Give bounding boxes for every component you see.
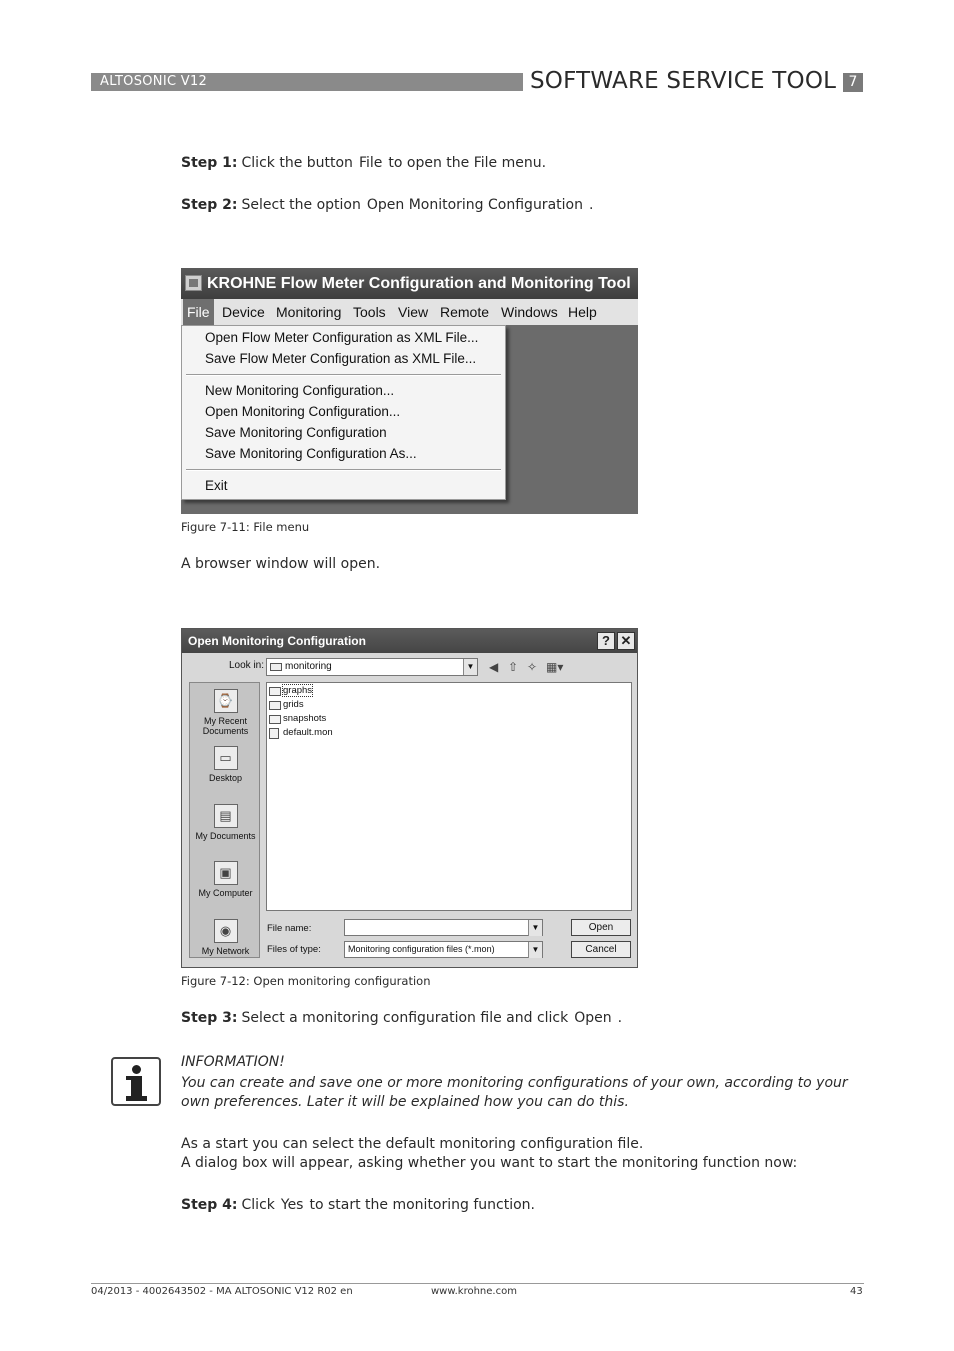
place-computer[interactable] [190,861,261,898]
file-name: default.mon [283,727,333,738]
file-dropdown [181,325,506,500]
step-text: to open the File menu. [388,155,547,171]
look-in-value: monitoring [285,661,332,672]
step-text: . [617,1010,623,1026]
file-name-label: File name: [267,923,312,934]
cancel-button[interactable]: Cancel [571,941,631,958]
step-text: Select the option [241,197,361,213]
file-name: grids [283,699,304,710]
place-network[interactable] [190,919,261,956]
info-icon-base [126,1096,147,1101]
look-in-select[interactable] [266,658,478,676]
folder-icon [269,687,281,696]
step-4 [181,1196,535,1215]
step-2 [181,196,593,215]
menu-view[interactable]: View [398,304,429,320]
body-text: A browser window will open. [181,556,381,572]
folder-icon [269,715,281,724]
menu-separator [186,374,501,376]
app-icon [185,275,202,291]
places-bar [189,682,260,958]
step-label: Step 2: [181,197,238,213]
menu-device[interactable]: Device [222,304,265,320]
app-title: KROHNE Flow Meter Configuration and Monitoring Tool [207,275,631,292]
paragraph-line: A dialog box will appear, asking whether you want to start the monitoring function now: [181,1155,798,1171]
ui-reference: File [358,155,383,171]
step-text: Click [241,1197,275,1213]
step-1 [181,154,546,173]
info-icon-dot [132,1065,141,1074]
folder-icon [269,701,281,710]
file-list [266,682,632,911]
step-text: . [588,197,594,213]
file-menu-screenshot [181,268,638,514]
menu-save-xml[interactable]: Save Flow Meter Configuration as XML File... [205,351,477,366]
network-icon: ◉ [214,919,238,943]
menu-remote[interactable]: Remote [440,304,490,320]
dialog-title: Open Monitoring Configuration [188,634,366,648]
step-label: Step 3: [181,1010,238,1026]
place-label: My Computer [198,888,253,898]
menu-bar [181,299,638,325]
step-label: Step 4: [181,1197,238,1213]
close-button[interactable]: ✕ [617,632,635,650]
place-desktop[interactable] [190,746,261,783]
list-item[interactable] [269,699,304,711]
menu-file[interactable]: File [183,299,214,325]
footer-divider [91,1283,864,1284]
menu-save-monitoring-as[interactable]: Save Monitoring Configuration As... [205,446,417,461]
view-menu-icon[interactable]: ▦▾ [546,660,564,674]
computer-icon: ▣ [214,861,238,885]
menu-tools[interactable]: Tools [353,304,386,320]
footer-doc-id: 04/2013 - 4002643502 - MA ALTOSONIC V12 R02 en [91,1286,353,1297]
file-type-select[interactable] [344,941,543,958]
place-label: My Documents [195,831,256,841]
info-icon-stem [131,1076,142,1098]
dialog-title-bar [182,629,637,653]
step-text: Click the button [241,155,353,171]
info-icon [111,1057,161,1106]
place-label: My Network [201,946,250,956]
look-in-label: Look in: [229,660,265,671]
menu-save-monitoring[interactable]: Save Monitoring Configuration [205,425,387,440]
file-name: snapshots [283,713,327,724]
list-item[interactable] [269,685,312,697]
info-body: You can create and save one or more monitoring configurations of your own, according to your own preferences. Later it will be explained how you can do this. [181,1075,848,1110]
figure-caption: Figure 7-11: File menu [181,520,310,534]
documents-icon: ▤ [214,804,238,828]
app-title-bar [181,268,638,299]
new-folder-icon[interactable]: ✧ [527,660,538,674]
chevron-down-icon[interactable]: ▼ [528,920,542,936]
info-heading: INFORMATION! [181,1054,285,1070]
open-dialog-screenshot [181,628,638,968]
file-type-label: Files of type: [267,944,321,955]
step-text: to start the monitoring function. [309,1197,535,1213]
ui-reference: Yes [280,1197,304,1213]
file-type-value: Monitoring configuration files (*.mon) [348,944,495,954]
menu-windows[interactable]: Windows [501,304,558,320]
open-button[interactable]: Open [571,919,631,936]
menu-open-monitoring[interactable]: Open Monitoring Configuration... [205,404,401,419]
header-product: ALTOSONIC V12 [100,74,208,89]
chapter-badge: 7 [843,73,863,92]
ui-reference: Open [574,1010,612,1026]
chevron-down-icon[interactable]: ▼ [463,659,477,675]
place-label: My Recent Documents [202,716,249,736]
step-text: Select a monitoring configuration file and click [241,1010,569,1026]
menu-help[interactable]: Help [568,304,597,320]
place-documents[interactable] [190,804,261,841]
page-number: 43 [850,1286,863,1297]
ui-reference: Open Monitoring Configuration [366,197,583,213]
help-button[interactable]: ? [597,632,615,650]
place-label: Desktop [208,773,243,783]
folder-icon [270,663,282,671]
figure-caption: Figure 7-12: Open monitoring configuration [181,974,431,988]
step-label: Step 1: [181,155,238,171]
back-icon[interactable]: ◀ [489,660,499,674]
file-icon [269,728,279,739]
file-name: graphs [283,685,313,696]
up-folder-icon[interactable]: ⇧ [508,660,519,674]
menu-separator [186,469,501,471]
menu-open-xml[interactable]: Open Flow Meter Configuration as XML File... [205,330,479,345]
menu-exit[interactable]: Exit [205,478,228,493]
place-recent[interactable] [190,689,261,736]
file-name-input[interactable] [344,919,543,936]
menu-monitoring[interactable]: Monitoring [276,304,342,320]
recent-documents-icon: ⌚ [214,689,238,713]
chevron-down-icon[interactable]: ▼ [528,942,542,958]
paragraph-line: As a start you can select the default monitoring configuration file. [181,1136,644,1152]
footer-website: www.krohne.com [431,1286,517,1297]
desktop-icon: ▭ [214,746,238,770]
list-item[interactable] [269,727,333,739]
list-item[interactable] [269,713,326,725]
menu-new-monitoring[interactable]: New Monitoring Configuration... [205,383,395,398]
section-title: SOFTWARE SERVICE TOOL [530,68,837,94]
step-3 [181,1009,622,1028]
